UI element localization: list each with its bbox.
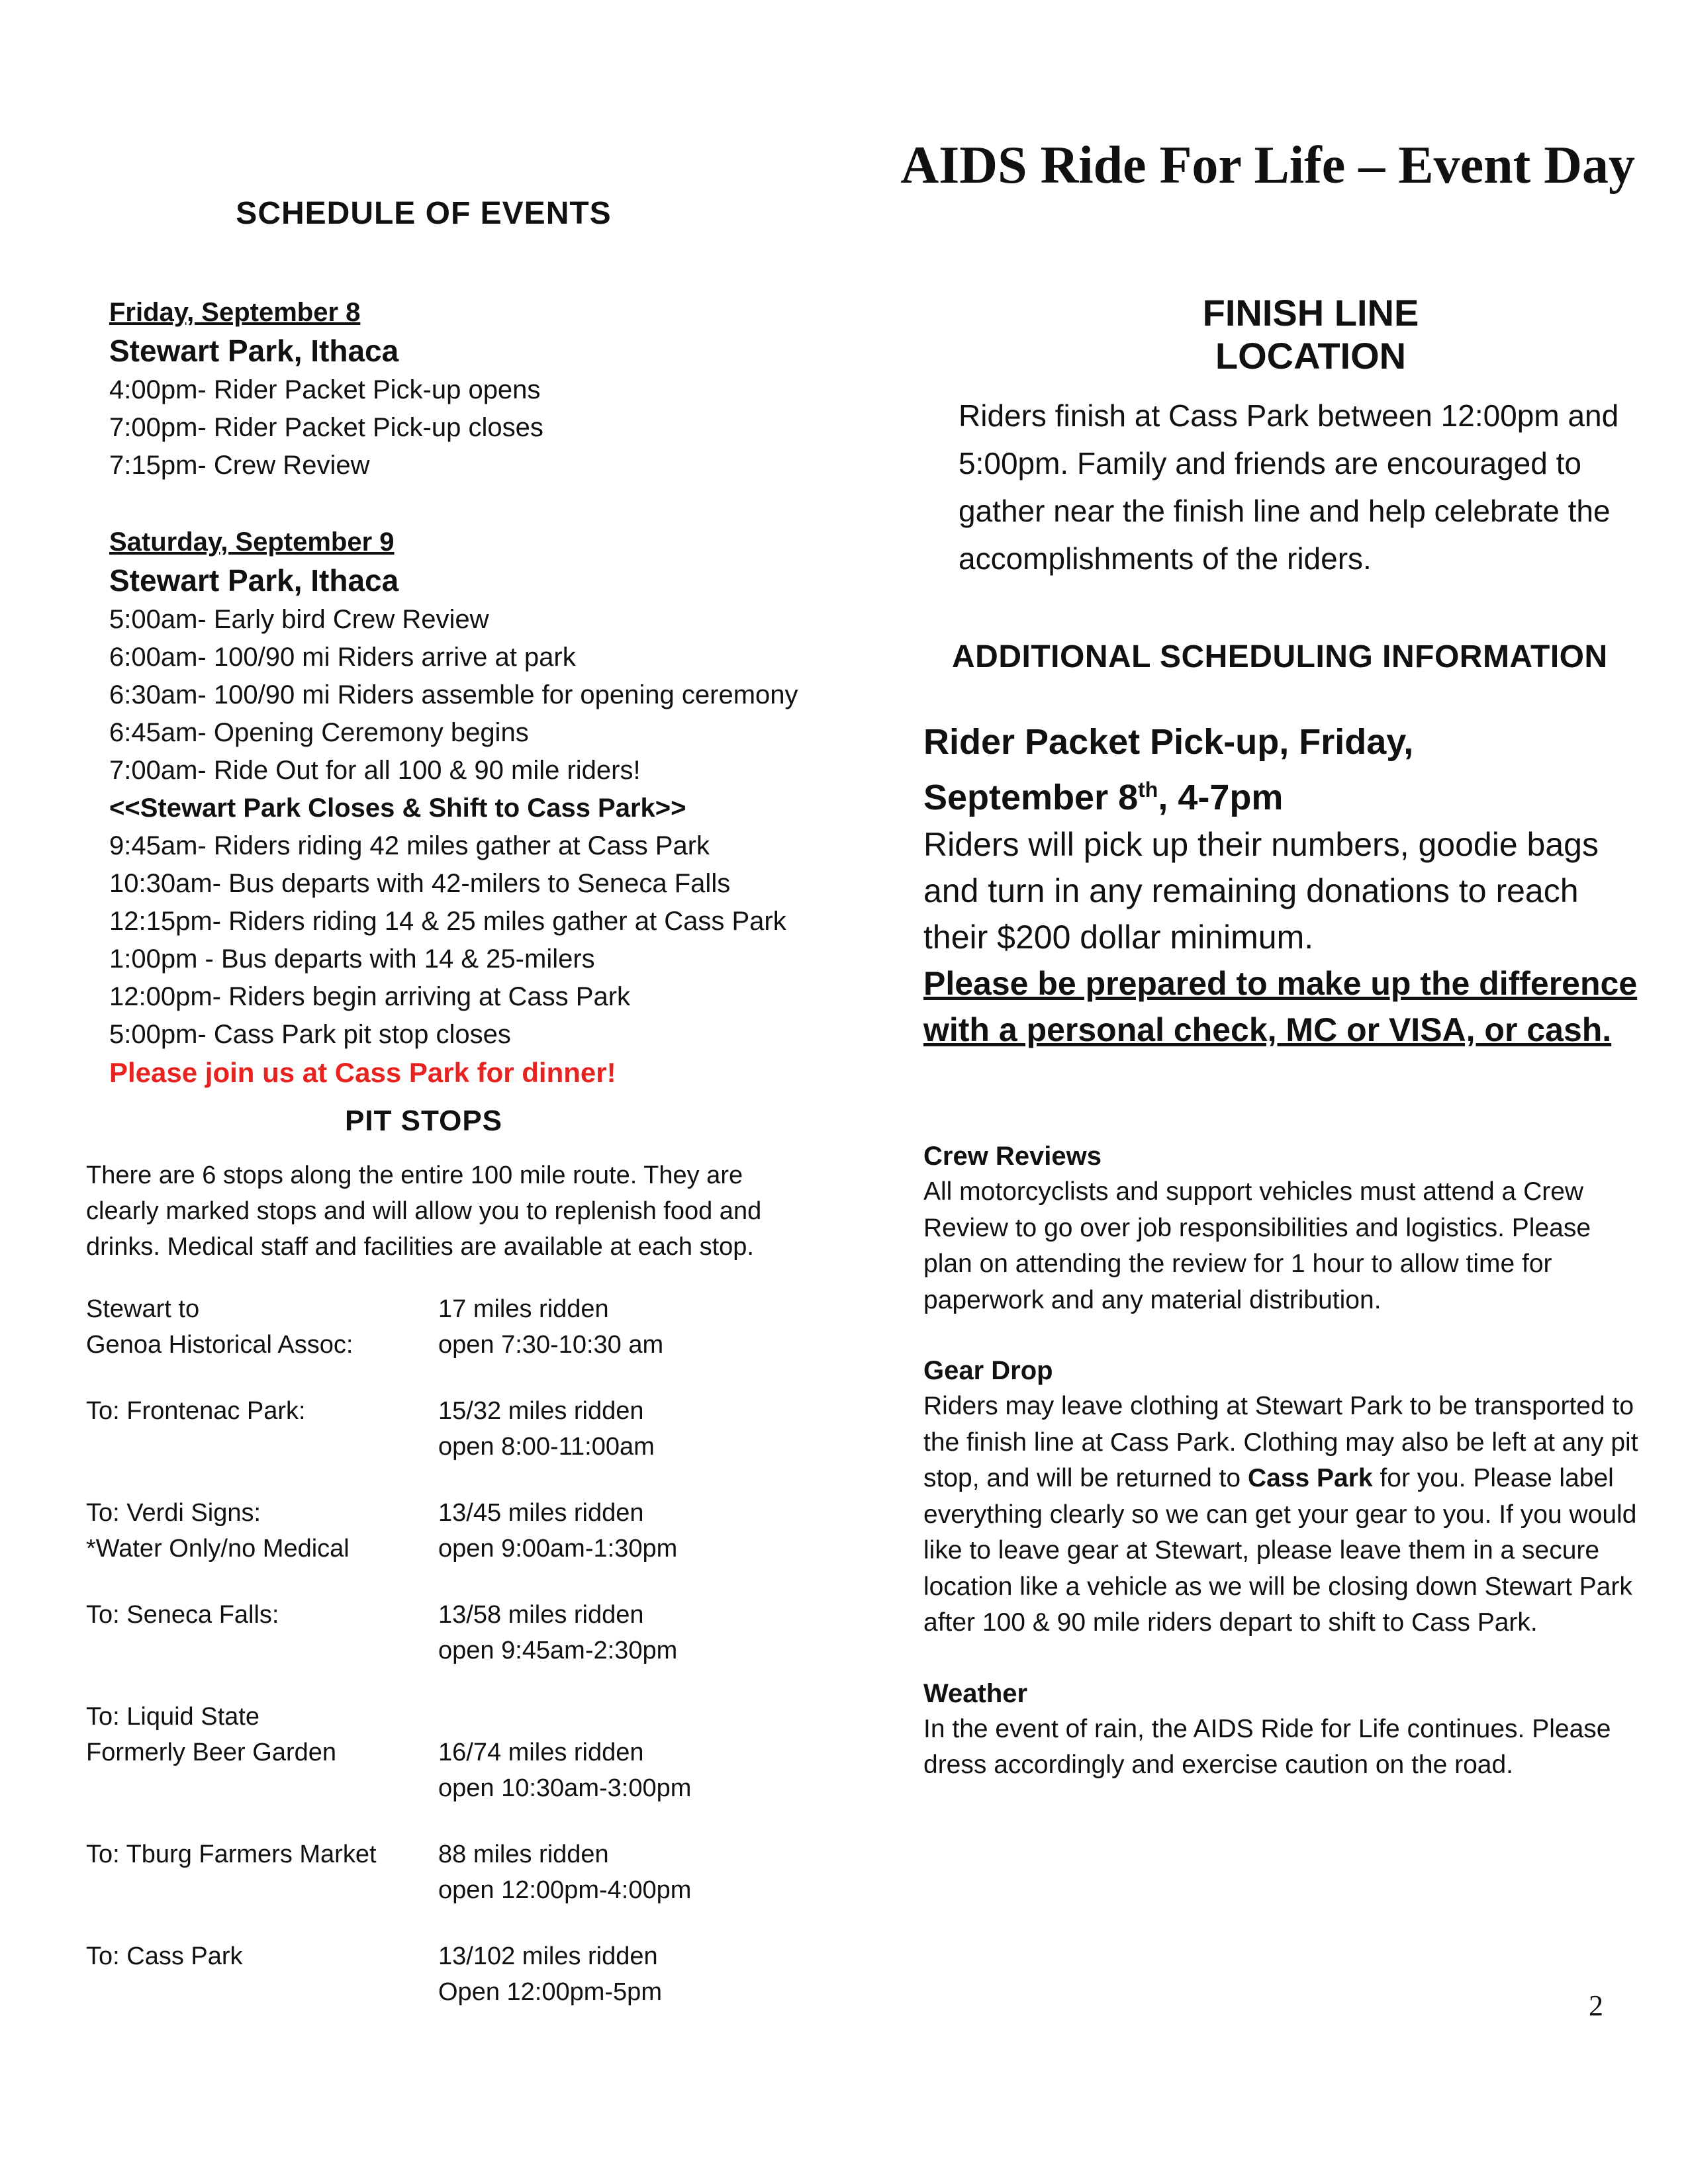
pit-stop-miles: 15/32 miles ridden	[438, 1397, 644, 1425]
event-item: 6:30am- 100/90 mi Riders assemble for opening ceremony	[109, 680, 798, 709]
gear-drop-heading: Gear Drop	[923, 1356, 1053, 1385]
additional-scheduling-heading: ADDITIONAL SCHEDULING INFORMATION	[952, 639, 1608, 674]
pit-stop-row	[86, 1291, 801, 1363]
rider-packet-section	[923, 718, 1638, 1053]
page-number: 2	[1589, 1989, 1603, 2022]
day-location: Stewart Park, Ithaca	[109, 563, 399, 598]
pit-stop-row	[86, 1938, 801, 2010]
pit-stop-hours: open 8:00-11:00am	[438, 1433, 655, 1461]
event-item: 12:15pm- Riders riding 14 & 25 miles gather at Cass Park	[109, 907, 786, 936]
gear-drop-text	[923, 1388, 1638, 1641]
rider-packet-date: September 8	[923, 778, 1139, 817]
pit-stop-row	[86, 1393, 801, 1465]
day-friday	[109, 295, 801, 484]
day-date: Friday, September 8	[109, 298, 361, 327]
pit-stop-subname: Formerly Beer Garden	[86, 1739, 337, 1766]
rider-packet-title-line2	[923, 766, 1638, 821]
event-item: 5:00am- Early bird Crew Review	[109, 605, 489, 634]
pit-stop-miles: 13/45 miles ridden	[438, 1499, 644, 1527]
pit-stop-hours: open 10:30am-3:00pm	[438, 1774, 692, 1802]
pit-stop-miles: 88 miles ridden	[438, 1841, 609, 1868]
pit-stop-subname: *Water Only/no Medical	[86, 1535, 350, 1563]
rider-packet-emphasis: Please be prepared to make up the difference with a personal check, MC or VISA, or cash.	[923, 965, 1638, 1048]
rider-packet-text: Riders will pick up their numbers, goodie bags and turn in any remaining donations to reach their $200 dollar minimum.	[923, 826, 1599, 956]
additional-info-section	[923, 1138, 1638, 1784]
event-item: 12:00pm- Riders begin arriving at Cass Park	[109, 982, 631, 1011]
event-item: 4:00pm- Rider Packet Pick-up opens	[109, 375, 541, 404]
rider-packet-date-suffix: th	[1138, 778, 1158, 801]
pit-stop-hours: open 9:45am-2:30pm	[438, 1637, 678, 1664]
crew-reviews-text: All motorcyclists and support vehicles must attend a Crew Review to go over job responsibilities and logistics. Please plan on attending the review for 1 hour to allow time for paperwork and any material distribution.	[923, 1177, 1591, 1314]
pit-stop-row	[86, 1597, 801, 1668]
pit-stops-heading: PIT STOPS	[344, 1105, 503, 1137]
pit-stop-miles: 17 miles ridden	[438, 1295, 609, 1323]
pit-stop-hours: Open 12:00pm-5pm	[438, 1978, 662, 2006]
left-column	[86, 195, 801, 2010]
event-item: 7:00pm- Rider Packet Pick-up closes	[109, 413, 543, 442]
pit-stops-list	[86, 1291, 801, 2010]
crew-reviews-heading: Crew Reviews	[923, 1142, 1102, 1171]
schedule-heading: SCHEDULE OF EVENTS	[236, 196, 612, 231]
event-item: 5:00pm- Cass Park pit stop closes	[109, 1020, 511, 1049]
pit-stop-row	[86, 1699, 801, 1806]
event-item: 6:00am- 100/90 mi Riders arrive at park	[109, 643, 576, 672]
pit-stop-name: To: Tburg Farmers Market	[86, 1841, 377, 1868]
weather-text: In the event of rain, the AIDS Ride for Life continues. Please dress accordingly and exercise caution on the road.	[923, 1714, 1611, 1779]
pit-stop-subname: Genoa Historical Assoc:	[86, 1331, 353, 1359]
gear-drop-text-b: for you. Please label everything clearly so we can get your gear to you. If you would like to leave gear at Stewart, please leave them in a secure location like a vehicle as we will be closing down Stewart Park after 100 & 90 mile riders depart to shift to Cass Park.	[923, 1464, 1637, 1637]
pit-stop-name: Stewart to	[86, 1295, 200, 1323]
weather-heading: Weather	[923, 1678, 1028, 1708]
pit-stop-name: To: Seneca Falls:	[86, 1601, 279, 1629]
rider-packet-title-line1: Rider Packet Pick-up, Friday,	[923, 722, 1414, 762]
finish-line-heading: FINISH LINE LOCATION	[1202, 292, 1419, 377]
gear-drop-text-a: Riders may leave clothing at Stewart Park to be transported to the finish line at Cass Park. Clothing may also be left at any pit stop, and will be returned to	[923, 1392, 1638, 1492]
day-location: Stewart Park, Ithaca	[109, 334, 399, 368]
document-title: AIDS Ride For Life – Event Day	[900, 136, 1635, 195]
dinner-invitation: Please join us at Cass Park for dinner!	[109, 1057, 616, 1088]
event-item: 7:00am- Ride Out for all 100 & 90 mile riders!	[109, 756, 641, 785]
event-item: 10:30am- Bus departs with 42-milers to Seneca Falls	[109, 869, 731, 898]
day-date: Saturday, September 9	[109, 527, 395, 557]
pit-stop-hours: open 9:00am-1:30pm	[438, 1535, 678, 1563]
day-saturday	[109, 524, 801, 1091]
pit-stops-intro: There are 6 stops along the entire 100 mile route. They are clearly marked stops and will allow you to replenish food and drinks. Medical staff and facilities are available at each stop.	[86, 1161, 762, 1261]
pit-stop-hours: open 12:00pm-4:00pm	[438, 1876, 692, 1904]
pit-stop-name: To: Frontenac Park:	[86, 1397, 306, 1425]
gear-drop-cass-park: Cass Park	[1247, 1464, 1373, 1492]
event-item: 1:00pm - Bus departs with 14 & 25-milers	[109, 944, 595, 974]
pit-stop-row	[86, 1495, 801, 1567]
pit-stop-miles: 13/102 miles ridden	[438, 1942, 658, 1970]
pit-stop-name: To: Cass Park	[86, 1942, 243, 1970]
event-item: 6:45am- Opening Ceremony begins	[109, 718, 529, 747]
event-park-shift: <<Stewart Park Closes & Shift to Cass Park>>	[109, 794, 686, 823]
pit-stop-miles: 16/74 miles ridden	[438, 1739, 644, 1766]
rider-packet-time: , 4-7pm	[1158, 778, 1284, 817]
pit-stop-name: To: Liquid State	[86, 1703, 259, 1731]
event-item: 7:15pm- Crew Review	[109, 451, 370, 480]
finish-line-text: Riders finish at Cass Park between 12:00pm and 5:00pm. Family and friends are encouraged to gather near the finish line and help celebrate the accomplishments of the riders.	[959, 398, 1619, 576]
pit-stop-name: To: Verdi Signs:	[86, 1499, 261, 1527]
pit-stop-row	[86, 1837, 801, 1908]
pit-stop-hours: open 7:30-10:30 am	[438, 1331, 664, 1359]
pit-stop-miles: 13/58 miles ridden	[438, 1601, 644, 1629]
event-item: 9:45am- Riders riding 42 miles gather at Cass Park	[109, 831, 710, 860]
